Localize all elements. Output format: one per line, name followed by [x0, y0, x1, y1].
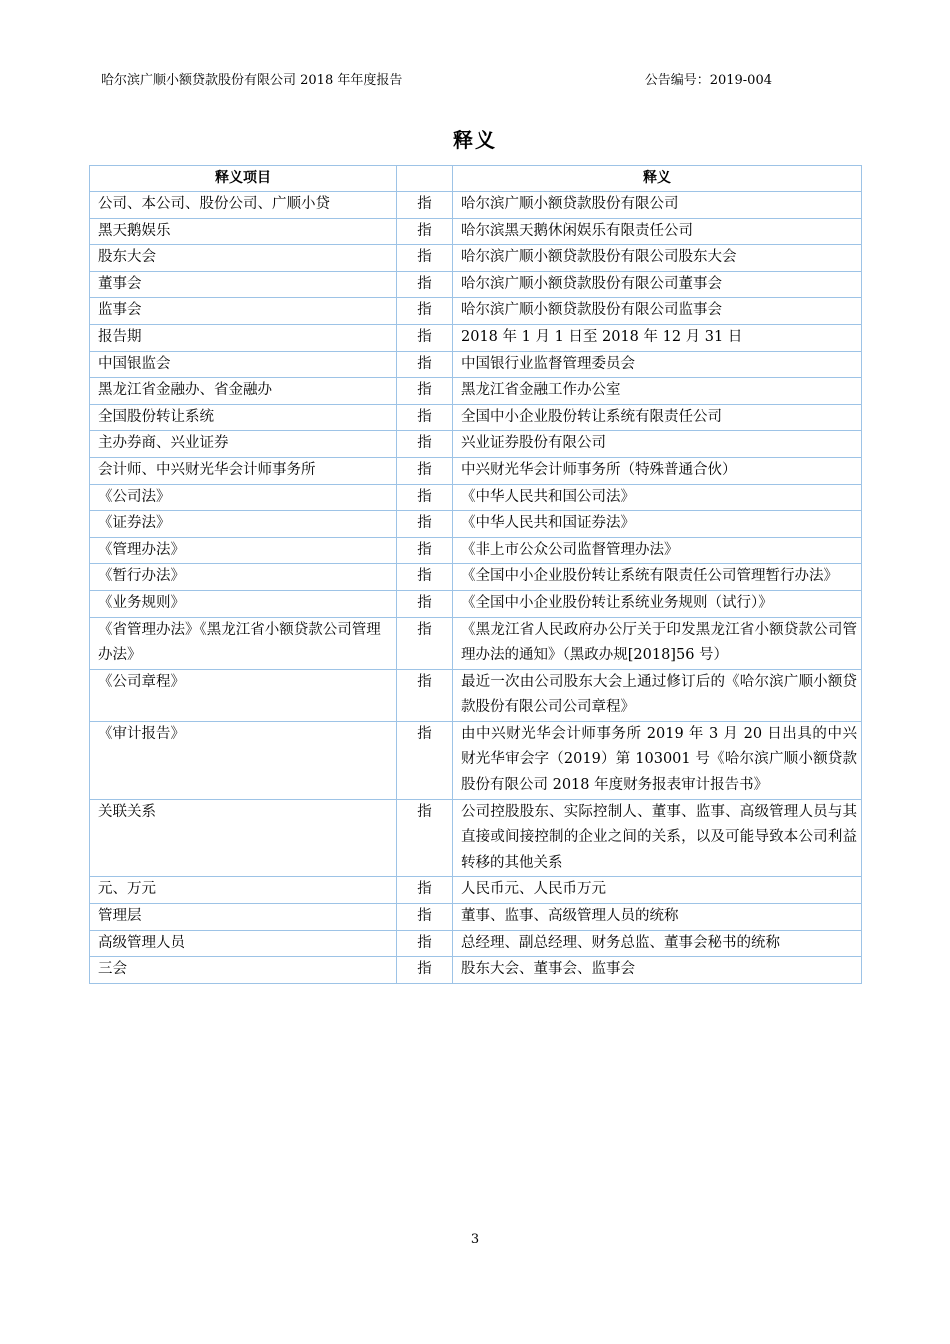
glossary-body — [90, 192, 862, 984]
table-header-row — [90, 166, 862, 192]
glossary-definition: 哈尔滨黑天鹅休闲娱乐有限责任公司 — [453, 218, 862, 245]
table-row — [90, 564, 862, 591]
glossary-definition: 兴业证券股份有限公司 — [453, 431, 862, 458]
glossary-pointer: 指 — [397, 930, 453, 957]
glossary-term: 主办券商、兴业证券 — [90, 431, 397, 458]
glossary-term: 董事会 — [90, 271, 397, 298]
glossary-definition: 黑龙江省金融工作办公室 — [453, 378, 862, 405]
table-row — [90, 511, 862, 538]
table-row — [90, 245, 862, 272]
glossary-definition: 《黑龙江省人民政府办公厅关于印发黑龙江省小额贷款公司管理办法的通知》（黑政办规[2018]56 号） — [453, 617, 862, 669]
glossary-term: 中国银监会 — [90, 351, 397, 378]
table-row — [90, 590, 862, 617]
table-row — [90, 351, 862, 378]
glossary-pointer: 指 — [397, 218, 453, 245]
glossary-pointer: 指 — [397, 351, 453, 378]
glossary-term: 报告期 — [90, 324, 397, 351]
glossary-pointer: 指 — [397, 404, 453, 431]
glossary-definition: 总经理、副总经理、财务总监、董事会秘书的统称 — [453, 930, 862, 957]
glossary-term: 《管理办法》 — [90, 537, 397, 564]
glossary-pointer: 指 — [397, 378, 453, 405]
table-row — [90, 192, 862, 219]
glossary-term: 《公司章程》 — [90, 669, 397, 721]
table-row — [90, 431, 862, 458]
glossary-pointer: 指 — [397, 564, 453, 591]
column-header-pointer — [397, 166, 453, 192]
glossary-term: 高级管理人员 — [90, 930, 397, 957]
column-header-definition: 释义 — [453, 166, 862, 192]
glossary-definition: 《中华人民共和国公司法》 — [453, 484, 862, 511]
glossary-pointer: 指 — [397, 799, 453, 877]
glossary-pointer: 指 — [397, 669, 453, 721]
table-row — [90, 378, 862, 405]
glossary-definition: 《全国中小企业股份转让系统业务规则（试行）》 — [453, 590, 862, 617]
glossary-definition: 哈尔滨广顺小额贷款股份有限公司股东大会 — [453, 245, 862, 272]
table-row — [90, 930, 862, 957]
glossary-pointer: 指 — [397, 484, 453, 511]
table-row — [90, 957, 862, 984]
glossary-definition: 中兴财光华会计师事务所（特殊普通合伙） — [453, 457, 862, 484]
glossary-pointer: 指 — [397, 904, 453, 931]
table-row — [90, 799, 862, 877]
table-row — [90, 537, 862, 564]
glossary-definition: 全国中小企业股份转让系统有限责任公司 — [453, 404, 862, 431]
glossary-definition: 董事、监事、高级管理人员的统称 — [453, 904, 862, 931]
glossary-term: 黑龙江省金融办、省金融办 — [90, 378, 397, 405]
glossary-term: 《省管理办法》《黑龙江省小额贷款公司管理办法》 — [90, 617, 397, 669]
header-report-title: 哈尔滨广顺小额贷款股份有限公司 2018 年年度报告 — [101, 73, 403, 88]
glossary-pointer: 指 — [397, 192, 453, 219]
glossary-pointer: 指 — [397, 537, 453, 564]
glossary-term: 《公司法》 — [90, 484, 397, 511]
glossary-definition: 人民币元、人民币万元 — [453, 877, 862, 904]
glossary-pointer: 指 — [397, 457, 453, 484]
glossary-pointer: 指 — [397, 298, 453, 325]
glossary-table — [89, 165, 862, 984]
table-row — [90, 904, 862, 931]
page-header — [101, 69, 772, 88]
glossary-pointer: 指 — [397, 721, 453, 799]
glossary-term: 三会 — [90, 957, 397, 984]
table-row — [90, 457, 862, 484]
glossary-pointer: 指 — [397, 271, 453, 298]
page-title: 释义 — [453, 128, 497, 152]
table-row — [90, 271, 862, 298]
glossary-definition: 2018 年 1 月 1 日至 2018 年 12 月 31 日 — [453, 324, 862, 351]
glossary-definition: 《中华人民共和国证券法》 — [453, 511, 862, 538]
glossary-definition: 股东大会、董事会、监事会 — [453, 957, 862, 984]
glossary-pointer: 指 — [397, 877, 453, 904]
glossary-definition: 哈尔滨广顺小额贷款股份有限公司监事会 — [453, 298, 862, 325]
table-row — [90, 721, 862, 799]
glossary-definition: 哈尔滨广顺小额贷款股份有限公司董事会 — [453, 271, 862, 298]
glossary-term: 黑天鹅娱乐 — [90, 218, 397, 245]
table-row — [90, 669, 862, 721]
glossary-definition: 由中兴财光华会计师事务所 2019 年 3 月 20 日出具的中兴财光华审会字（2019）第 103001 号《哈尔滨广顺小额贷款股份有限公司 2018 年度财务报表审计报告书》 — [453, 721, 862, 799]
glossary-term: 管理层 — [90, 904, 397, 931]
glossary-term: 股东大会 — [90, 245, 397, 272]
table-row — [90, 484, 862, 511]
glossary-pointer: 指 — [397, 245, 453, 272]
glossary-pointer: 指 — [397, 431, 453, 458]
table-row — [90, 324, 862, 351]
glossary-term: 公司、本公司、股份公司、广顺小贷 — [90, 192, 397, 219]
table-row — [90, 298, 862, 325]
glossary-term: 《证券法》 — [90, 511, 397, 538]
glossary-definition: 哈尔滨广顺小额贷款股份有限公司 — [453, 192, 862, 219]
glossary-definition: 最近一次由公司股东大会上通过修订后的《哈尔滨广顺小额贷款股份有限公司公司章程》 — [453, 669, 862, 721]
table-row — [90, 877, 862, 904]
table-row — [90, 617, 862, 669]
glossary-pointer: 指 — [397, 590, 453, 617]
glossary-definition: 《非上市公众公司监督管理办法》 — [453, 537, 862, 564]
glossary-pointer: 指 — [397, 957, 453, 984]
glossary-pointer: 指 — [397, 324, 453, 351]
glossary-term: 关联关系 — [90, 799, 397, 877]
glossary-term: 监事会 — [90, 298, 397, 325]
glossary-term: 《暂行办法》 — [90, 564, 397, 591]
column-header-term: 释义项目 — [90, 166, 397, 192]
header-announcement-number: 公告编号：2019-004 — [644, 73, 772, 88]
glossary-definition: 《全国中小企业股份转让系统有限责任公司管理暂行办法》 — [453, 564, 862, 591]
glossary-definition: 中国银行业监督管理委员会 — [453, 351, 862, 378]
glossary-term: 全国股份转让系统 — [90, 404, 397, 431]
glossary-term: 《审计报告》 — [90, 721, 397, 799]
glossary-term: 元、万元 — [90, 877, 397, 904]
page-number: 3 — [470, 1232, 480, 1247]
glossary-pointer: 指 — [397, 511, 453, 538]
glossary-pointer: 指 — [397, 617, 453, 669]
glossary-term: 会计师、中兴财光华会计师事务所 — [90, 457, 397, 484]
glossary-definition: 公司控股股东、实际控制人、董事、监事、高级管理人员与其直接或间接控制的企业之间的关系，以及可能导致本公司利益转移的其他关系 — [453, 799, 862, 877]
table-row — [90, 218, 862, 245]
table-row — [90, 404, 862, 431]
glossary-term: 《业务规则》 — [90, 590, 397, 617]
